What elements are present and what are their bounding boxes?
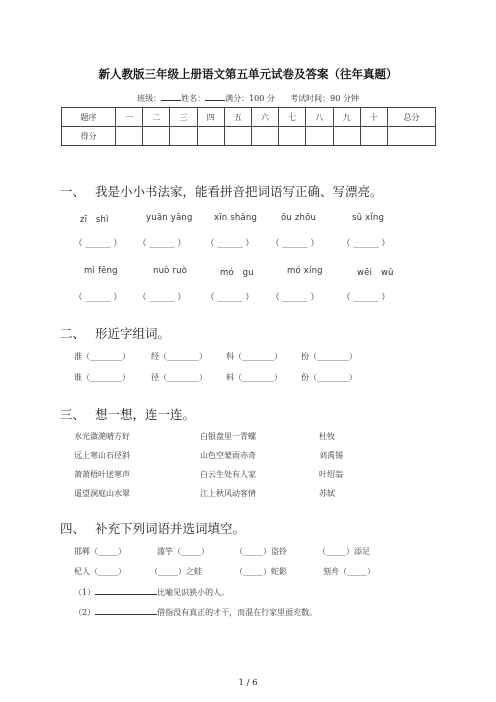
section-1-heading <box>60 182 383 200</box>
poet-name[interactable]: 叶绍翁 <box>319 470 343 479</box>
score-header-cell: 四 <box>197 108 224 127</box>
answer-blank[interactable]: （ ______ ） <box>138 293 186 303</box>
score-header-cell: 题序 <box>62 108 116 127</box>
pinyin-4: ōu zhōu <box>281 213 317 223</box>
poet-name[interactable]: 刘禹锡 <box>319 451 343 460</box>
score-cell[interactable] <box>279 127 306 146</box>
poem-line[interactable]: 白云生处有人家 <box>200 470 256 479</box>
idiom-item[interactable]: （_____）添足 <box>318 547 370 556</box>
score-cell[interactable] <box>116 127 143 146</box>
score-cell[interactable] <box>224 127 251 146</box>
idiom-item[interactable]: （_____）蛇影 <box>235 567 287 576</box>
pinyin-1: zī shì <box>80 215 109 225</box>
question-1-text: 比喻见识狭小的人。 <box>157 588 230 597</box>
section-2-heading <box>60 324 170 342</box>
section-3-heading <box>60 405 195 423</box>
poet-name[interactable]: 杜牧 <box>319 432 335 441</box>
word-item[interactable]: 径（________） <box>151 373 207 382</box>
score-row-label: 得分 <box>62 127 116 146</box>
poem-line[interactable]: 遥望洞庭山水翠 <box>74 489 130 498</box>
class-label: 班级： <box>137 94 162 103</box>
score-header-cell: 九 <box>333 108 360 127</box>
pinyin-8: mó gu <box>220 268 254 278</box>
pinyin-6: mì fēng <box>84 266 118 276</box>
answer-blank[interactable]: （ ______ ） <box>74 293 122 303</box>
score-header-cell: 五 <box>224 108 251 127</box>
name-label: 姓名： <box>181 94 206 103</box>
word-item[interactable]: 科（________） <box>226 352 282 361</box>
time-label: 考试时间：90 分钟 <box>290 94 359 103</box>
section-3-title: 想一想，连一连。 <box>95 407 196 422</box>
score-header-cell: 十 <box>360 108 387 127</box>
pinyin-5: sū xǐng <box>352 213 385 223</box>
score-table <box>61 107 436 146</box>
score-label: 满分：100 分 <box>225 94 275 103</box>
score-table-header-row <box>62 108 436 127</box>
score-header-cell: 六 <box>251 108 278 127</box>
score-cell[interactable] <box>306 127 333 146</box>
pinyin-3: xīn shǎng <box>214 213 258 223</box>
poem-line[interactable]: 远上寒山石径斜 <box>74 451 130 460</box>
word-item[interactable]: 经（________） <box>151 352 207 361</box>
poem-line[interactable]: 水光潋滟晴方好 <box>74 432 130 441</box>
score-header-cell: 总分 <box>388 108 436 127</box>
answer-blank[interactable]: （ ______ ） <box>271 293 319 303</box>
score-cell[interactable] <box>251 127 278 146</box>
idiom-item[interactable]: （_____）之蛙 <box>150 567 202 576</box>
idiom-item[interactable]: （_____）盗铃 <box>235 547 287 556</box>
score-cell[interactable] <box>388 127 436 146</box>
answer-blank[interactable]: （ ______ ） <box>206 239 254 249</box>
poem-line[interactable]: 山色空蒙雨亦奇 <box>200 451 256 460</box>
pinyin-10: wēi wǔ <box>357 268 394 278</box>
score-cell[interactable] <box>197 127 224 146</box>
score-header-cell: 七 <box>279 108 306 127</box>
section-2-number: 二、 <box>60 326 86 341</box>
answer-blank[interactable]: （ ______ ） <box>342 293 390 303</box>
section-3-number: 三、 <box>60 407 86 422</box>
question-1 <box>74 586 229 598</box>
score-cell[interactable] <box>333 127 360 146</box>
class-blank <box>161 92 181 101</box>
section-4-heading <box>60 519 245 537</box>
word-item[interactable]: 料（________） <box>226 373 282 382</box>
pinyin-7: nuò ruò <box>153 266 188 276</box>
poem-line[interactable]: 白银盘里一青螺 <box>200 432 256 441</box>
idiom-item[interactable]: 邯郸（_____） <box>74 547 126 556</box>
idiom-item[interactable]: 滥竽（_____） <box>157 547 209 556</box>
word-item[interactable]: 份（________） <box>301 373 357 382</box>
question-2-blank[interactable] <box>95 606 157 615</box>
pinyin-2: yuān yāng <box>146 213 193 223</box>
word-item[interactable]: 谁（________） <box>74 373 130 382</box>
score-header-cell: 八 <box>306 108 333 127</box>
name-blank <box>205 92 225 101</box>
question-2-text: 借指没有真正的才干，而混在行家里面充数。 <box>157 608 318 617</box>
section-1-number: 一、 <box>60 184 86 199</box>
score-cell[interactable] <box>143 127 170 146</box>
word-item[interactable]: 扮（________） <box>301 352 357 361</box>
question-2-number: （2） <box>74 608 96 617</box>
score-table-score-row <box>62 127 436 146</box>
score-cell[interactable] <box>360 127 387 146</box>
idiom-item[interactable]: 杞人（_____） <box>74 567 126 576</box>
section-4-number: 四、 <box>60 521 86 536</box>
answer-blank[interactable]: （ ______ ） <box>271 239 319 249</box>
score-header-cell: 三 <box>170 108 197 127</box>
question-1-blank[interactable] <box>95 586 157 595</box>
answer-blank[interactable]: （ ______ ） <box>206 293 254 303</box>
score-cell[interactable] <box>170 127 197 146</box>
pinyin-9: mó xíng <box>287 266 323 276</box>
score-header-cell: 一 <box>116 108 143 127</box>
answer-blank[interactable]: （ ______ ） <box>342 239 390 249</box>
poem-line[interactable]: 江上秋风动客情 <box>200 489 256 498</box>
poet-name[interactable]: 苏轼 <box>319 489 335 498</box>
section-4-title: 补充下列词语并选词填空。 <box>95 521 246 536</box>
answer-blank[interactable]: （ ______ ） <box>74 239 122 249</box>
word-item[interactable]: 准（________） <box>74 352 130 361</box>
section-1-title: 我是小小书法家，能看拼音把词语写正确、写漂亮。 <box>95 184 383 199</box>
exam-info-line <box>0 92 496 104</box>
question-1-number: （1） <box>74 588 96 597</box>
answer-blank[interactable]: （ ______ ） <box>138 239 186 249</box>
idiom-item[interactable]: 刻舟（_____） <box>323 567 375 576</box>
question-2 <box>74 606 317 618</box>
page-number: 1 / 6 <box>238 678 258 688</box>
section-2-title: 形近字组词。 <box>95 326 171 341</box>
score-header-cell: 二 <box>143 108 170 127</box>
poem-line[interactable]: 萧萧梧叶送寒声 <box>74 470 130 479</box>
page-title: 新人教版三年级上册语文第五单元试卷及答案（往年真题） <box>98 67 398 81</box>
